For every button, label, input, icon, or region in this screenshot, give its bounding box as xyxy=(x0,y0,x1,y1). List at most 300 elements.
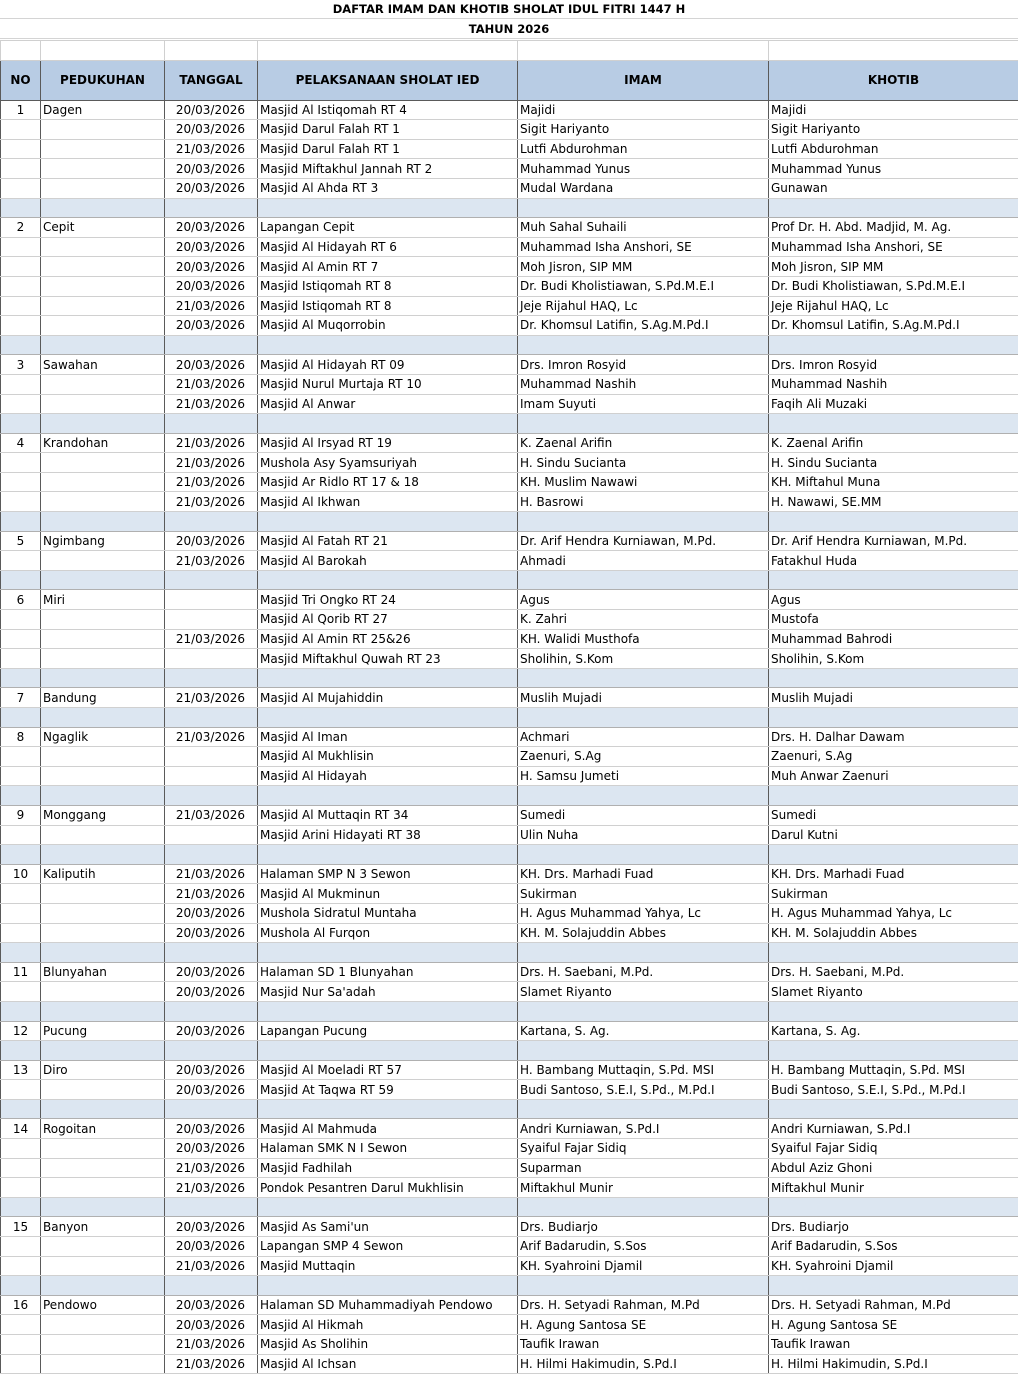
cell-pedukuhan[interactable] xyxy=(41,492,165,512)
cell-no[interactable]: 10 xyxy=(1,864,41,884)
cell-tanggal[interactable]: 20/03/2026 xyxy=(165,316,258,336)
cell-tanggal[interactable]: 21/03/2026 xyxy=(165,1335,258,1355)
cell-no[interactable] xyxy=(1,296,41,316)
cell[interactable] xyxy=(518,943,769,963)
cell-tanggal[interactable]: 21/03/2026 xyxy=(165,1178,258,1198)
cell-pedukuhan[interactable]: Pucung xyxy=(41,1021,165,1041)
cell-imam[interactable]: Muhammad Yunus xyxy=(518,159,769,179)
cell-pelaksanaan[interactable]: Masjid Al Ikhwan xyxy=(258,492,518,512)
cell-no[interactable] xyxy=(1,1139,41,1159)
cell[interactable] xyxy=(41,1001,165,1021)
cell-no[interactable]: 3 xyxy=(1,355,41,375)
cell-pelaksanaan[interactable]: Masjid Al Mukminun xyxy=(258,884,518,904)
cell-pelaksanaan[interactable]: Masjid Miftakhul Jannah RT 2 xyxy=(258,159,518,179)
cell-imam[interactable]: Drs. H. Setyadi Rahman, M.Pd xyxy=(518,1295,769,1315)
cell[interactable] xyxy=(41,786,165,806)
cell-pedukuhan[interactable]: Banyon xyxy=(41,1217,165,1237)
cell-imam[interactable]: H. Hilmi Hakimudin, S.Pd.I xyxy=(518,1354,769,1374)
cell-imam[interactable]: Moh Jisron, SIP MM xyxy=(518,257,769,277)
cell-pelaksanaan[interactable]: Masjid Al Muttaqin RT 34 xyxy=(258,805,518,825)
cell-pelaksanaan[interactable]: Masjid Al Hidayah RT 09 xyxy=(258,355,518,375)
cell-pedukuhan[interactable] xyxy=(41,551,165,571)
cell-pelaksanaan[interactable]: Masjid Miftakhul Quwah RT 23 xyxy=(258,649,518,669)
cell-khotib[interactable]: H. Sindu Sucianta xyxy=(769,453,1018,473)
cell[interactable] xyxy=(1,414,41,434)
cell-no[interactable] xyxy=(1,492,41,512)
cell-khotib[interactable]: Muhammad Yunus xyxy=(769,159,1018,179)
cell-tanggal[interactable]: 20/03/2026 xyxy=(165,1139,258,1159)
cell-no[interactable] xyxy=(1,766,41,786)
cell[interactable] xyxy=(1,1197,41,1217)
cell-khotib[interactable]: Sukirman xyxy=(769,884,1018,904)
cell-pedukuhan[interactable] xyxy=(41,453,165,473)
cell[interactable] xyxy=(258,512,518,532)
cell-pedukuhan[interactable] xyxy=(41,316,165,336)
header-khotib[interactable]: KHOTIB xyxy=(769,60,1018,100)
cell[interactable] xyxy=(165,1197,258,1217)
cell-no[interactable] xyxy=(1,1158,41,1178)
cell-imam[interactable]: K. Zahri xyxy=(518,610,769,630)
cell[interactable] xyxy=(1,668,41,688)
cell[interactable] xyxy=(1,335,41,355)
cell-pedukuhan[interactable] xyxy=(41,1158,165,1178)
cell[interactable] xyxy=(41,570,165,590)
cell-tanggal[interactable]: 21/03/2026 xyxy=(165,864,258,884)
cell-khotib[interactable]: Drs. H. Dalhar Dawam xyxy=(769,727,1018,747)
cell[interactable] xyxy=(518,1276,769,1296)
cell-no[interactable] xyxy=(1,178,41,198)
cell-imam[interactable]: Agus xyxy=(518,590,769,610)
cell-khotib[interactable]: Muhammad Bahrodi xyxy=(769,629,1018,649)
cell[interactable] xyxy=(165,414,258,434)
cell[interactable] xyxy=(41,335,165,355)
cell-tanggal[interactable]: 20/03/2026 xyxy=(165,1119,258,1139)
cell-no[interactable] xyxy=(1,394,41,414)
cell-pelaksanaan[interactable]: Masjid Istiqomah RT 8 xyxy=(258,296,518,316)
cell-no[interactable] xyxy=(1,1315,41,1335)
cell-imam[interactable]: Arif Badarudin, S.Sos xyxy=(518,1237,769,1257)
cell-pedukuhan[interactable] xyxy=(41,472,165,492)
cell-khotib[interactable]: Drs. Imron Rosyid xyxy=(769,355,1018,375)
cell-tanggal[interactable]: 21/03/2026 xyxy=(165,688,258,708)
header-pelaksanaan[interactable]: PELAKSANAAN SHOLAT IED xyxy=(258,60,518,100)
cell-khotib[interactable]: Zaenuri, S.Ag xyxy=(769,747,1018,767)
header-no[interactable]: NO xyxy=(1,60,41,100)
cell-imam[interactable]: KH. Muslim Nawawi xyxy=(518,472,769,492)
cell-no[interactable] xyxy=(1,120,41,140)
cell-pelaksanaan[interactable]: Masjid Al Iman xyxy=(258,727,518,747)
cell-imam[interactable]: Dr. Khomsul Latifin, S.Ag.M.Pd.I xyxy=(518,316,769,336)
cell-pelaksanaan[interactable]: Masjid Ar Ridlo RT 17 & 18 xyxy=(258,472,518,492)
cell-pedukuhan[interactable]: Ngaglik xyxy=(41,727,165,747)
header-imam[interactable]: IMAM xyxy=(518,60,769,100)
cell[interactable] xyxy=(769,708,1018,728)
cell[interactable] xyxy=(41,1197,165,1217)
cell[interactable] xyxy=(518,512,769,532)
cell-khotib[interactable]: Muhammad Isha Anshori, SE xyxy=(769,237,1018,257)
cell-pelaksanaan[interactable]: Masjid Al Amin RT 25&26 xyxy=(258,629,518,649)
cell-khotib[interactable]: Lutfi Abdurohman xyxy=(769,139,1018,159)
cell[interactable] xyxy=(258,1197,518,1217)
cell-no[interactable]: 8 xyxy=(1,727,41,747)
cell-khotib[interactable]: Mustofa xyxy=(769,610,1018,630)
cell[interactable] xyxy=(165,570,258,590)
cell-khotib[interactable]: Sigit Hariyanto xyxy=(769,120,1018,140)
cell-no[interactable] xyxy=(1,257,41,277)
cell[interactable] xyxy=(518,1197,769,1217)
cell-no[interactable] xyxy=(1,159,41,179)
cell-pelaksanaan[interactable]: Halaman SD 1 Blunyahan xyxy=(258,962,518,982)
cell-khotib[interactable]: Miftakhul Munir xyxy=(769,1178,1018,1198)
cell-tanggal[interactable]: 21/03/2026 xyxy=(165,727,258,747)
cell[interactable] xyxy=(41,943,165,963)
cell-pelaksanaan[interactable]: Masjid Tri Ongko RT 24 xyxy=(258,590,518,610)
cell-pelaksanaan[interactable]: Masjid Darul Falah RT 1 xyxy=(258,139,518,159)
cell[interactable] xyxy=(165,708,258,728)
cell-pelaksanaan[interactable]: Masjid Al Hikmah xyxy=(258,1315,518,1335)
cell-pedukuhan[interactable] xyxy=(41,1256,165,1276)
cell-pedukuhan[interactable] xyxy=(41,237,165,257)
cell-imam[interactable]: Jeje Rijahul HAQ, Lc xyxy=(518,296,769,316)
cell-tanggal[interactable] xyxy=(165,610,258,630)
cell-tanggal[interactable]: 21/03/2026 xyxy=(165,374,258,394)
cell-khotib[interactable]: Budi Santoso, S.E.I, S.Pd., M.Pd.I xyxy=(769,1080,1018,1100)
cell-pelaksanaan[interactable]: Masjid Al Hidayah RT 6 xyxy=(258,237,518,257)
cell-tanggal[interactable] xyxy=(165,766,258,786)
cell-tanggal[interactable]: 21/03/2026 xyxy=(165,472,258,492)
cell[interactable] xyxy=(41,41,165,61)
cell-khotib[interactable]: KH. Syahroini Djamil xyxy=(769,1256,1018,1276)
cell-khotib[interactable]: Muhammad Nashih xyxy=(769,374,1018,394)
cell-imam[interactable]: Sumedi xyxy=(518,805,769,825)
cell-tanggal[interactable]: 20/03/2026 xyxy=(165,1060,258,1080)
cell-tanggal[interactable]: 21/03/2026 xyxy=(165,1158,258,1178)
cell-imam[interactable]: Ahmadi xyxy=(518,551,769,571)
cell-tanggal[interactable]: 20/03/2026 xyxy=(165,178,258,198)
cell[interactable] xyxy=(518,845,769,865)
cell-pedukuhan[interactable] xyxy=(41,982,165,1002)
cell-imam[interactable]: Zaenuri, S.Ag xyxy=(518,747,769,767)
cell-pedukuhan[interactable] xyxy=(41,1237,165,1257)
cell[interactable] xyxy=(518,570,769,590)
cell[interactable] xyxy=(258,943,518,963)
cell-pelaksanaan[interactable]: Lapangan SMP 4 Sewon xyxy=(258,1237,518,1257)
cell[interactable] xyxy=(41,414,165,434)
cell[interactable] xyxy=(769,570,1018,590)
cell-khotib[interactable]: Faqih Ali Muzaki xyxy=(769,394,1018,414)
cell-no[interactable] xyxy=(1,453,41,473)
cell-khotib[interactable]: Fatakhul Huda xyxy=(769,551,1018,571)
cell-tanggal[interactable]: 20/03/2026 xyxy=(165,1295,258,1315)
cell[interactable] xyxy=(769,1099,1018,1119)
cell-pelaksanaan[interactable]: Masjid Al Hidayah xyxy=(258,766,518,786)
cell-no[interactable] xyxy=(1,923,41,943)
cell-no[interactable]: 9 xyxy=(1,805,41,825)
cell-pelaksanaan[interactable]: Pondok Pesantren Darul Mukhlisin xyxy=(258,1178,518,1198)
cell-imam[interactable]: Slamet Riyanto xyxy=(518,982,769,1002)
cell-pelaksanaan[interactable]: Masjid Al Moeladi RT 57 xyxy=(258,1060,518,1080)
cell-pedukuhan[interactable]: Kaliputih xyxy=(41,864,165,884)
cell[interactable] xyxy=(258,1001,518,1021)
cell-tanggal[interactable]: 20/03/2026 xyxy=(165,355,258,375)
cell-khotib[interactable]: Muslih Mujadi xyxy=(769,688,1018,708)
cell-pelaksanaan[interactable]: Masjid Al Muqorrobin xyxy=(258,316,518,336)
cell-pelaksanaan[interactable]: Masjid Arini Hidayati RT 38 xyxy=(258,825,518,845)
cell-no[interactable]: 1 xyxy=(1,100,41,120)
cell-pedukuhan[interactable] xyxy=(41,629,165,649)
cell-pelaksanaan[interactable]: Masjid Muttaqin xyxy=(258,1256,518,1276)
cell-pelaksanaan[interactable]: Masjid Al Anwar xyxy=(258,394,518,414)
cell-pedukuhan[interactable] xyxy=(41,296,165,316)
cell[interactable] xyxy=(518,708,769,728)
cell-pelaksanaan[interactable]: Masjid At Taqwa RT 59 xyxy=(258,1080,518,1100)
cell-imam[interactable]: Mudal Wardana xyxy=(518,178,769,198)
cell-no[interactable]: 15 xyxy=(1,1217,41,1237)
cell-no[interactable] xyxy=(1,649,41,669)
cell-pedukuhan[interactable] xyxy=(41,1354,165,1374)
cell[interactable] xyxy=(258,668,518,688)
cell-pedukuhan[interactable] xyxy=(41,374,165,394)
cell[interactable] xyxy=(1,1276,41,1296)
cell[interactable] xyxy=(1,1041,41,1061)
cell-tanggal[interactable] xyxy=(165,590,258,610)
header-tanggal[interactable]: TANGGAL xyxy=(165,60,258,100)
cell-khotib[interactable]: Arif Badarudin, S.Sos xyxy=(769,1237,1018,1257)
cell-pedukuhan[interactable] xyxy=(41,139,165,159)
header-pedukuhan[interactable]: PEDUKUHAN xyxy=(41,60,165,100)
cell-no[interactable]: 2 xyxy=(1,218,41,238)
cell[interactable] xyxy=(165,512,258,532)
cell[interactable] xyxy=(165,845,258,865)
cell-khotib[interactable]: KH. Drs. Marhadi Fuad xyxy=(769,864,1018,884)
cell-imam[interactable]: H. Basrowi xyxy=(518,492,769,512)
cell-tanggal[interactable]: 21/03/2026 xyxy=(165,551,258,571)
cell-pedukuhan[interactable] xyxy=(41,120,165,140)
cell[interactable] xyxy=(165,198,258,218)
cell-khotib[interactable]: Moh Jisron, SIP MM xyxy=(769,257,1018,277)
cell-tanggal[interactable]: 20/03/2026 xyxy=(165,1315,258,1335)
cell-tanggal[interactable]: 20/03/2026 xyxy=(165,218,258,238)
cell-no[interactable] xyxy=(1,903,41,923)
cell-pelaksanaan[interactable]: Masjid Al Istiqomah RT 4 xyxy=(258,100,518,120)
cell-khotib[interactable]: KH. M. Solajuddin Abbes xyxy=(769,923,1018,943)
cell[interactable] xyxy=(165,1276,258,1296)
cell-khotib[interactable]: Muh Anwar Zaenuri xyxy=(769,766,1018,786)
cell-pelaksanaan[interactable]: Masjid Darul Falah RT 1 xyxy=(258,120,518,140)
cell-tanggal[interactable]: 21/03/2026 xyxy=(165,139,258,159)
cell-imam[interactable]: KH. M. Solajuddin Abbes xyxy=(518,923,769,943)
cell[interactable] xyxy=(518,414,769,434)
cell-pedukuhan[interactable] xyxy=(41,1335,165,1355)
cell[interactable] xyxy=(41,708,165,728)
cell-imam[interactable]: Sukirman xyxy=(518,884,769,904)
cell-pedukuhan[interactable]: Bandung xyxy=(41,688,165,708)
cell[interactable] xyxy=(41,1099,165,1119)
cell-pedukuhan[interactable]: Cepit xyxy=(41,218,165,238)
cell-no[interactable] xyxy=(1,1335,41,1355)
cell-no[interactable] xyxy=(1,1237,41,1257)
cell[interactable] xyxy=(518,198,769,218)
cell-pelaksanaan[interactable]: Masjid Nurul Murtaja RT 10 xyxy=(258,374,518,394)
cell-tanggal[interactable]: 20/03/2026 xyxy=(165,903,258,923)
cell-imam[interactable]: Ulin Nuha xyxy=(518,825,769,845)
cell-tanggal[interactable]: 20/03/2026 xyxy=(165,1080,258,1100)
cell-pelaksanaan[interactable]: Masjid Al Fatah RT 21 xyxy=(258,531,518,551)
cell-no[interactable] xyxy=(1,472,41,492)
cell[interactable] xyxy=(41,512,165,532)
cell[interactable] xyxy=(769,1001,1018,1021)
cell-pedukuhan[interactable] xyxy=(41,825,165,845)
cell-khotib[interactable]: Abdul Aziz Ghoni xyxy=(769,1158,1018,1178)
cell-khotib[interactable]: H. Hilmi Hakimudin, S.Pd.I xyxy=(769,1354,1018,1374)
cell[interactable] xyxy=(518,41,769,61)
cell[interactable] xyxy=(165,668,258,688)
cell-imam[interactable]: Muhammad Nashih xyxy=(518,374,769,394)
cell[interactable] xyxy=(769,414,1018,434)
cell[interactable] xyxy=(769,198,1018,218)
cell-no[interactable] xyxy=(1,1256,41,1276)
cell-pedukuhan[interactable] xyxy=(41,747,165,767)
cell[interactable] xyxy=(1,570,41,590)
cell-pedukuhan[interactable]: Rogoitan xyxy=(41,1119,165,1139)
cell-no[interactable] xyxy=(1,374,41,394)
cell-khotib[interactable]: Taufik Irawan xyxy=(769,1335,1018,1355)
cell-imam[interactable]: Muhammad Isha Anshori, SE xyxy=(518,237,769,257)
cell-pedukuhan[interactable] xyxy=(41,257,165,277)
cell-pelaksanaan[interactable]: Masjid Istiqomah RT 8 xyxy=(258,276,518,296)
cell-no[interactable] xyxy=(1,237,41,257)
cell[interactable] xyxy=(165,786,258,806)
cell-pelaksanaan[interactable]: Masjid As Sholihin xyxy=(258,1335,518,1355)
cell-tanggal[interactable] xyxy=(165,747,258,767)
cell-pedukuhan[interactable] xyxy=(41,1178,165,1198)
cell[interactable] xyxy=(518,1001,769,1021)
cell[interactable] xyxy=(769,1041,1018,1061)
cell-pedukuhan[interactable] xyxy=(41,903,165,923)
cell-pedukuhan[interactable]: Sawahan xyxy=(41,355,165,375)
cell-khotib[interactable]: Dr. Arif Hendra Kurniawan, M.Pd. xyxy=(769,531,1018,551)
cell-tanggal[interactable] xyxy=(165,825,258,845)
cell-pelaksanaan[interactable]: Halaman SMK N I Sewon xyxy=(258,1139,518,1159)
cell-khotib[interactable]: Drs. H. Setyadi Rahman, M.Pd xyxy=(769,1295,1018,1315)
cell-pedukuhan[interactable] xyxy=(41,1080,165,1100)
cell-no[interactable] xyxy=(1,139,41,159)
cell-no[interactable] xyxy=(1,276,41,296)
cell[interactable] xyxy=(769,335,1018,355)
cell-tanggal[interactable]: 21/03/2026 xyxy=(165,296,258,316)
cell[interactable] xyxy=(258,198,518,218)
cell-pelaksanaan[interactable]: Lapangan Cepit xyxy=(258,218,518,238)
cell-imam[interactable]: Achmari xyxy=(518,727,769,747)
cell-pedukuhan[interactable] xyxy=(41,1315,165,1335)
cell-no[interactable] xyxy=(1,1080,41,1100)
cell[interactable] xyxy=(258,708,518,728)
cell-tanggal[interactable]: 20/03/2026 xyxy=(165,1021,258,1041)
cell-no[interactable] xyxy=(1,747,41,767)
cell-no[interactable]: 5 xyxy=(1,531,41,551)
cell-khotib[interactable]: K. Zaenal Arifin xyxy=(769,433,1018,453)
cell-no[interactable]: 14 xyxy=(1,1119,41,1139)
cell[interactable] xyxy=(769,512,1018,532)
cell-tanggal[interactable]: 21/03/2026 xyxy=(165,433,258,453)
cell-imam[interactable]: Suparman xyxy=(518,1158,769,1178)
cell-tanggal[interactable]: 20/03/2026 xyxy=(165,923,258,943)
cell-pelaksanaan[interactable]: Masjid Al Irsyad RT 19 xyxy=(258,433,518,453)
cell-khotib[interactable]: Sumedi xyxy=(769,805,1018,825)
cell-pelaksanaan[interactable]: Masjid Al Mujahiddin xyxy=(258,688,518,708)
cell-pelaksanaan[interactable]: Lapangan Pucung xyxy=(258,1021,518,1041)
cell[interactable] xyxy=(165,1001,258,1021)
cell[interactable] xyxy=(258,845,518,865)
cell-khotib[interactable]: Majidi xyxy=(769,100,1018,120)
cell-no[interactable] xyxy=(1,316,41,336)
cell-imam[interactable]: KH. Syahroini Djamil xyxy=(518,1256,769,1276)
cell-khotib[interactable]: KH. Miftahul Muna xyxy=(769,472,1018,492)
cell-tanggal[interactable]: 21/03/2026 xyxy=(165,1256,258,1276)
cell[interactable] xyxy=(769,1197,1018,1217)
cell-khotib[interactable]: Agus xyxy=(769,590,1018,610)
cell-imam[interactable]: Lutfi Abdurohman xyxy=(518,139,769,159)
cell[interactable] xyxy=(518,335,769,355)
cell-tanggal[interactable]: 20/03/2026 xyxy=(165,159,258,179)
cell[interactable] xyxy=(1,512,41,532)
cell-no[interactable] xyxy=(1,1178,41,1198)
cell-tanggal[interactable]: 20/03/2026 xyxy=(165,120,258,140)
cell-imam[interactable]: Drs. Budiarjo xyxy=(518,1217,769,1237)
cell-imam[interactable]: Dr. Budi Kholistiawan, S.Pd.M.E.I xyxy=(518,276,769,296)
cell-tanggal[interactable]: 21/03/2026 xyxy=(165,453,258,473)
cell-imam[interactable]: Majidi xyxy=(518,100,769,120)
cell-pelaksanaan[interactable]: Masjid Fadhilah xyxy=(258,1158,518,1178)
cell-tanggal[interactable]: 20/03/2026 xyxy=(165,1217,258,1237)
cell-pedukuhan[interactable]: Miri xyxy=(41,590,165,610)
cell-khotib[interactable]: Jeje Rijahul HAQ, Lc xyxy=(769,296,1018,316)
cell-imam[interactable]: Drs. Imron Rosyid xyxy=(518,355,769,375)
cell-khotib[interactable]: Andri Kurniawan, S.Pd.I xyxy=(769,1119,1018,1139)
cell[interactable] xyxy=(258,335,518,355)
cell[interactable] xyxy=(41,1041,165,1061)
cell-tanggal[interactable]: 21/03/2026 xyxy=(165,394,258,414)
cell-pedukuhan[interactable]: Diro xyxy=(41,1060,165,1080)
cell-tanggal[interactable]: 20/03/2026 xyxy=(165,276,258,296)
cell[interactable] xyxy=(518,668,769,688)
cell-no[interactable]: 4 xyxy=(1,433,41,453)
cell-pedukuhan[interactable] xyxy=(41,159,165,179)
cell[interactable] xyxy=(165,943,258,963)
cell-pedukuhan[interactable] xyxy=(41,610,165,630)
cell[interactable] xyxy=(258,1099,518,1119)
cell[interactable] xyxy=(165,1041,258,1061)
cell[interactable] xyxy=(769,943,1018,963)
cell-tanggal[interactable]: 20/03/2026 xyxy=(165,531,258,551)
cell[interactable] xyxy=(165,41,258,61)
cell-pelaksanaan[interactable]: Halaman SD Muhammadiyah Pendowo xyxy=(258,1295,518,1315)
cell-imam[interactable]: KH. Walidi Musthofa xyxy=(518,629,769,649)
cell-khotib[interactable]: Slamet Riyanto xyxy=(769,982,1018,1002)
cell-tanggal[interactable]: 20/03/2026 xyxy=(165,237,258,257)
cell-pedukuhan[interactable]: Blunyahan xyxy=(41,962,165,982)
cell-imam[interactable]: Drs. H. Saebani, M.Pd. xyxy=(518,962,769,982)
cell-khotib[interactable]: H. Agung Santosa SE xyxy=(769,1315,1018,1335)
cell[interactable] xyxy=(1,41,41,61)
cell[interactable] xyxy=(1,943,41,963)
cell-imam[interactable]: Muh Sahal Suhaili xyxy=(518,218,769,238)
cell-khotib[interactable]: Drs. Budiarjo xyxy=(769,1217,1018,1237)
cell-imam[interactable]: Imam Suyuti xyxy=(518,394,769,414)
cell-no[interactable] xyxy=(1,825,41,845)
cell-tanggal[interactable]: 20/03/2026 xyxy=(165,1237,258,1257)
cell-pedukuhan[interactable] xyxy=(41,923,165,943)
